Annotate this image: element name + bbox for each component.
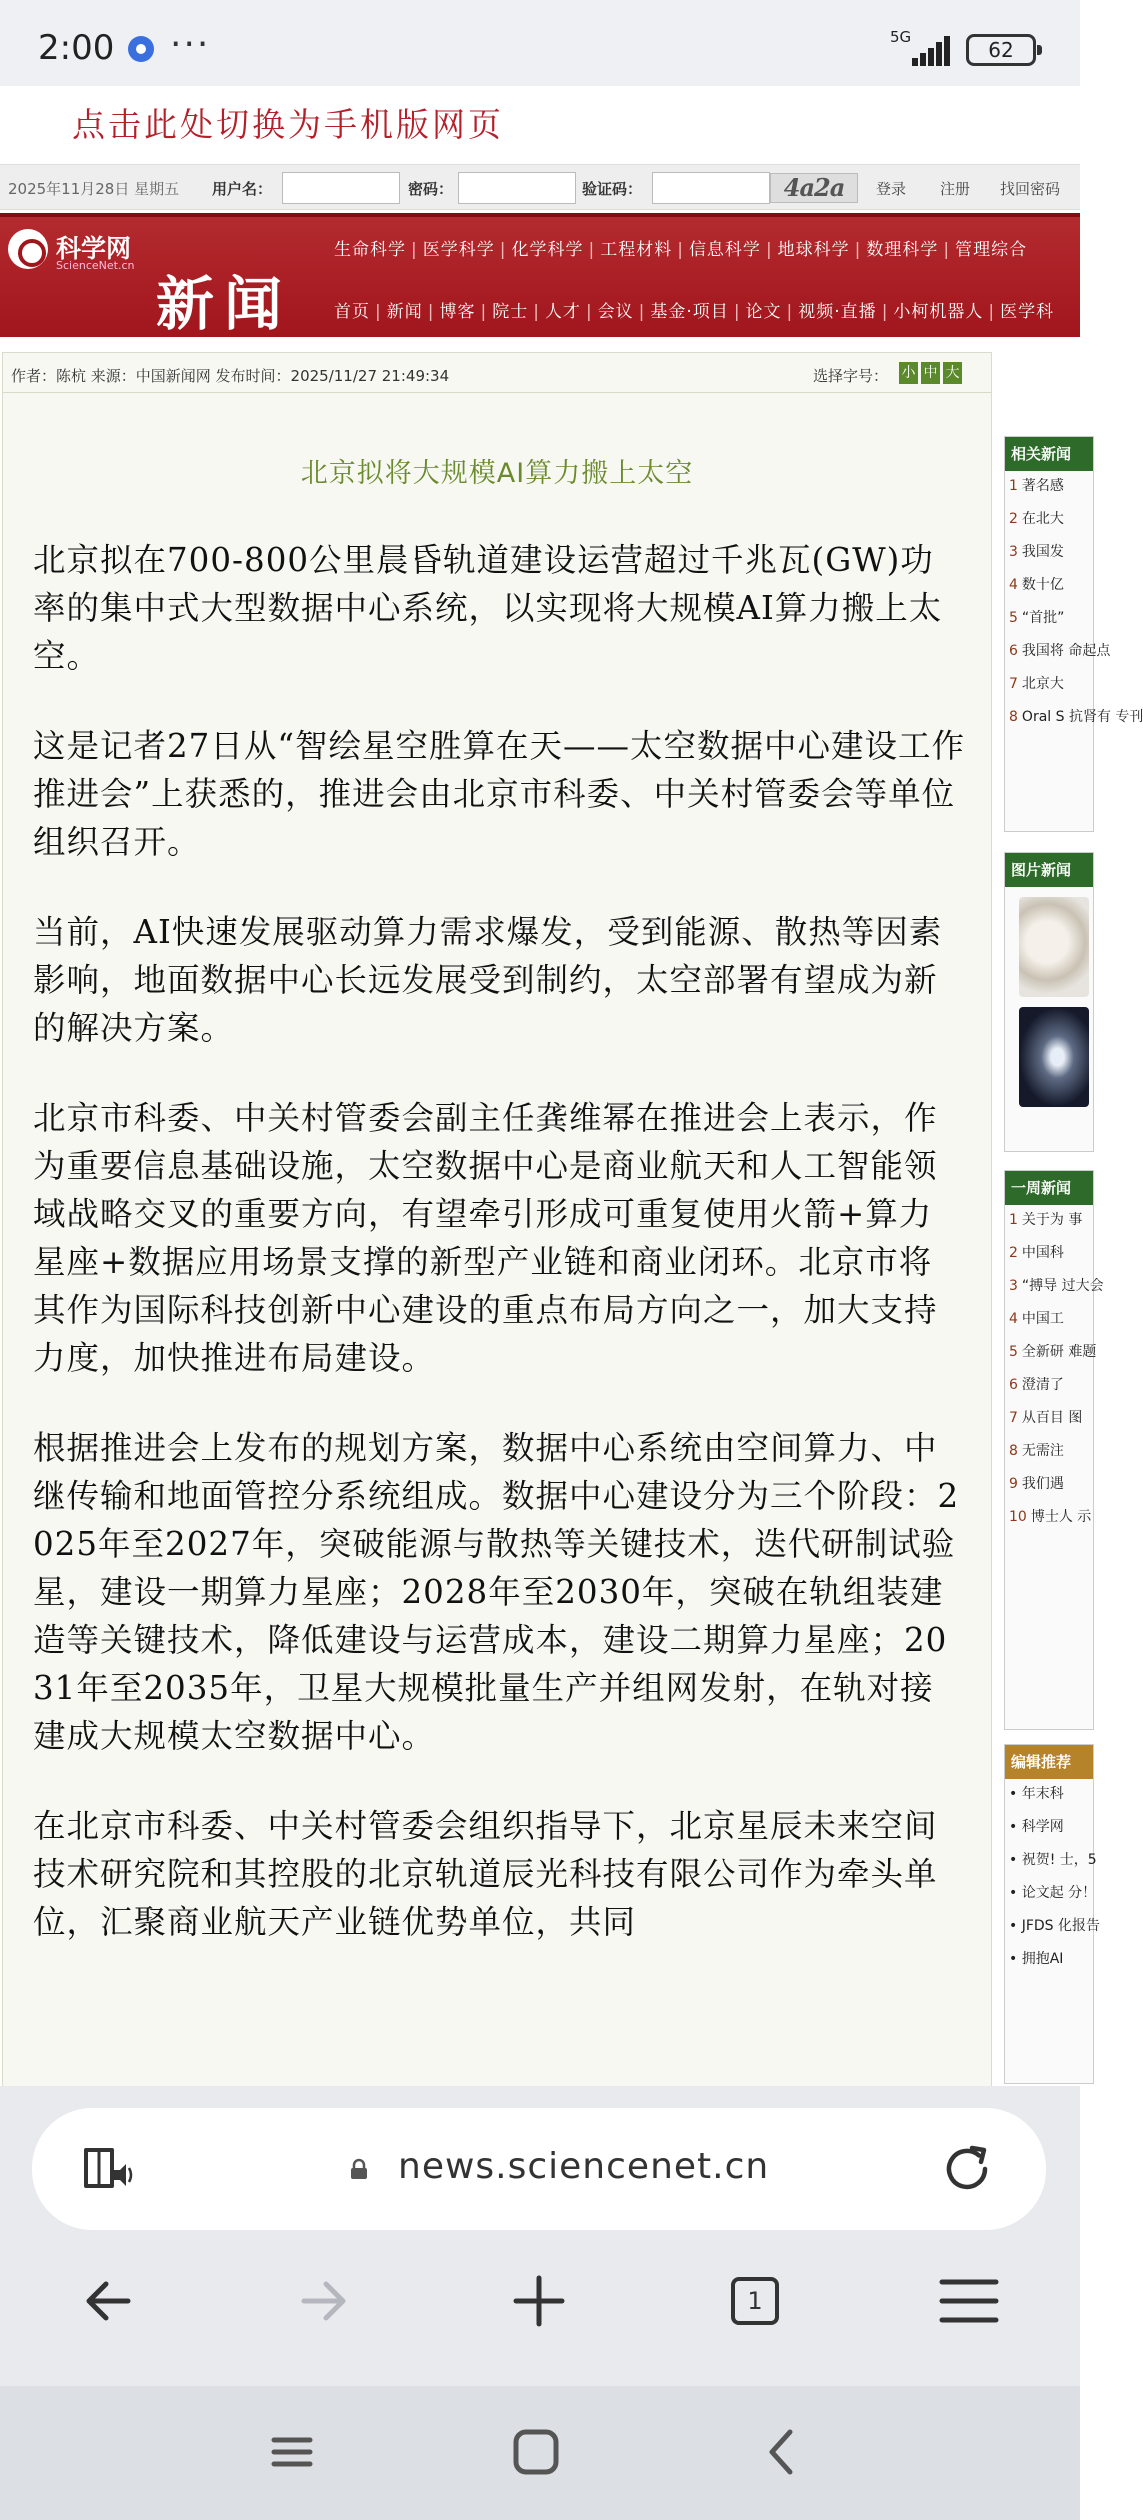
nav-funding[interactable]: 基金·项目 [650, 302, 729, 322]
font-size-large-button[interactable]: 大 [943, 362, 962, 384]
weekly-news-item[interactable] [1009, 1409, 1093, 1427]
nav-home[interactable]: 首页 [334, 302, 370, 322]
editor-pick-title[interactable]: JFDS 化报告 [1021, 1918, 1101, 1934]
weekly-news-number: 3 [1009, 1278, 1018, 1294]
tab-count: 1 [731, 2277, 779, 2325]
nav-earth-science[interactable]: 地球科学 [777, 240, 850, 260]
weekly-news-number: 7 [1009, 1410, 1018, 1426]
weekly-news-number: 4 [1009, 1311, 1018, 1327]
reader-mode-icon[interactable] [82, 2144, 134, 2192]
password-label: 密码： [408, 180, 454, 198]
font-size-medium-button[interactable]: 中 [921, 362, 940, 384]
address-bar[interactable] [32, 2108, 1046, 2230]
weekly-news-number: 5 [1009, 1344, 1018, 1360]
editor-pick-title[interactable]: 祝贺! 士，5 [1021, 1852, 1097, 1868]
related-news-number: 8 [1009, 709, 1018, 725]
editor-pick-box [1004, 1744, 1101, 2084]
reload-icon[interactable] [938, 2140, 996, 2198]
weekly-news-item[interactable] [1009, 1244, 1093, 1262]
captcha-label: 验证码： [582, 180, 643, 198]
related-news-box [1004, 436, 1143, 832]
font-size-label: 选择字号： [813, 367, 889, 385]
nav-management[interactable]: 管理综合 [955, 240, 1028, 260]
editor-pick-title[interactable]: 拥抱AI [1021, 1951, 1064, 1967]
password-input[interactable] [458, 172, 576, 204]
related-news-number: 7 [1009, 676, 1018, 692]
logo-name[interactable]: 科学网 [56, 234, 132, 263]
editor-pick-title[interactable]: 年末科 [1021, 1786, 1064, 1802]
weekly-news-number: 6 [1009, 1377, 1018, 1393]
forward-icon [278, 2256, 368, 2346]
nav-papers[interactable]: 论文 [745, 302, 782, 322]
login-bar [0, 164, 1080, 210]
logo-subtitle: ScienceNet.cn [56, 259, 135, 272]
related-news-title[interactable]: 我国发 [1021, 544, 1064, 560]
related-news-title[interactable]: 数十亿 [1021, 577, 1064, 593]
register-button[interactable]: 注册 [940, 180, 971, 198]
weekly-news-title[interactable]: 无需注 [1021, 1443, 1064, 1459]
related-news-number: 2 [1009, 511, 1018, 527]
tab-switcher-button[interactable] [710, 2256, 800, 2346]
section-title[interactable]: 新闻 [156, 270, 293, 338]
weekly-news-title[interactable]: 博士人 示 [1030, 1509, 1092, 1525]
right-sidebar [1000, 352, 1143, 2112]
weekly-news-title[interactable]: 澄清了 [1021, 1377, 1064, 1393]
nav-life-science[interactable]: 生命科学 [334, 240, 406, 260]
weekly-news-heading: 一周新闻 [1005, 1171, 1093, 1205]
sciencenet-logo-icon[interactable] [8, 229, 48, 269]
nav-talent[interactable]: 人才 [544, 302, 581, 322]
related-news-item[interactable] [1009, 642, 1111, 660]
nav-video[interactable]: 视频·直播 [798, 302, 877, 322]
weekly-news-box [1004, 1170, 1104, 1730]
weekly-news-item[interactable] [1009, 1343, 1097, 1361]
back-icon[interactable] [64, 2256, 154, 2346]
editor-pick-heading: 编辑推荐 [1005, 1745, 1093, 1779]
editor-pick-list [1005, 1779, 1101, 1968]
font-size-small-button[interactable]: 小 [899, 362, 918, 384]
weekly-news-title[interactable]: 中国科 [1021, 1245, 1064, 1261]
related-news-item[interactable] [1009, 510, 1093, 528]
category-nav: 生命科学 | 医学科学 | 化学科学 | 工程材料 | 信息科学 | 地球科学 | 数理科学 | 管理综合 [334, 240, 1028, 260]
article-panel [2, 352, 992, 2112]
editor-pick-item[interactable]: • 祝贺! 士，5 [1009, 1852, 1097, 1868]
weekly-news-number: 1 [1009, 1212, 1018, 1228]
related-news-item[interactable] [1009, 576, 1093, 594]
weekly-news-list [1005, 1205, 1104, 1526]
web-viewport[interactable] [0, 86, 1143, 2086]
weekly-news-item[interactable] [1009, 1211, 1093, 1229]
related-news-item[interactable] [1009, 543, 1093, 561]
username-input[interactable] [282, 172, 400, 204]
mobile-switch-banner[interactable] [0, 86, 1080, 164]
username-label: 用户名： [212, 180, 273, 198]
site-header [0, 213, 1080, 337]
weekly-news-title[interactable]: 全新研 难题 [1021, 1344, 1097, 1360]
related-news-item[interactable] [1009, 708, 1143, 726]
captcha-image[interactable]: 4a2a [770, 173, 858, 203]
retrieve-password-link[interactable]: 找回密码 [1000, 180, 1061, 198]
nav-math-physics[interactable]: 数理科学 [866, 240, 939, 260]
editor-pick-title[interactable]: 论文起 分！ [1021, 1885, 1097, 1901]
weekly-news-title[interactable]: 中国工 [1021, 1311, 1064, 1327]
signal-icon [890, 28, 950, 66]
app-notification-icon [128, 36, 154, 62]
url-text[interactable]: news.sciencenet.cn [398, 2146, 770, 2187]
main-nav: 首页 | 新闻 | 博客 | 院士 | 人才 | 会议 | 基金·项目 | 论文 | 视频·直播 | 小柯机器人 | 医学科 [334, 302, 1055, 322]
photo-news-heading: 图片新闻 [1005, 853, 1093, 887]
system-back-icon[interactable] [752, 2422, 812, 2482]
editor-pick-item[interactable]: • 科学网 [1009, 1819, 1064, 1835]
article-paragraph: 当前，AI快速发展驱动算力需求爆发，受到能源、散热等因素影响，地面数据中心长远发展受到制约，太空部署有望成为新的解决方案。 [33, 913, 943, 1047]
related-news-list [1005, 471, 1143, 726]
status-bar [0, 0, 1080, 86]
article-paragraph: 在北京市科委、中关村管委会组织指导下，北京星辰未来空间技术研究院和其控股的北京轨道辰光科技有限公司作为牵头单位，汇聚商业航天产业链优势单位，共同 [33, 1807, 938, 1941]
nav-robot[interactable]: 小柯机器人 [893, 302, 984, 322]
login-button[interactable]: 登录 [876, 180, 907, 198]
weekly-news-title[interactable]: 我们遇 [1021, 1476, 1064, 1492]
related-news-title[interactable]: “首批” [1021, 610, 1065, 626]
system-nav-bar [0, 2386, 1080, 2520]
article-body [3, 490, 991, 1946]
related-news-item[interactable] [1009, 609, 1093, 627]
recent-apps-icon[interactable] [262, 2422, 322, 2482]
article-meta [3, 353, 991, 393]
weekly-news-number: 10 [1009, 1509, 1027, 1525]
weekly-news-title[interactable]: 从百目 图 [1021, 1410, 1083, 1426]
weekly-news-title[interactable]: “搏导 过大会 [1021, 1278, 1104, 1294]
photo-news-image[interactable] [1019, 1007, 1089, 1107]
mobile-switch-link[interactable]: 点击此处切换为手机版网页 [72, 105, 504, 144]
related-news-heading: 相关新闻 [1005, 437, 1093, 471]
article-paragraph: 北京拟在700-800公里晨昏轨道建设运营超过千兆瓦(GW)功率的集中式大型数据中心系统，以实现将大规模AI算力搬上太空。 [33, 541, 943, 675]
editor-pick-item[interactable]: • 论文起 分！ [1009, 1885, 1097, 1901]
network-type: 5G [890, 28, 912, 46]
battery-icon: 62 [966, 34, 1036, 66]
photo-news-box [1004, 852, 1094, 1152]
nav-news[interactable]: 新闻 [386, 302, 423, 322]
related-news-number: 6 [1009, 643, 1018, 659]
weekly-news-item[interactable] [1009, 1475, 1093, 1493]
new-tab-icon[interactable] [494, 2256, 584, 2346]
photo-news-image[interactable] [1019, 897, 1089, 997]
weekly-news-title[interactable]: 关于为 事 [1021, 1212, 1083, 1228]
weekly-news-item[interactable] [1009, 1442, 1093, 1460]
status-time: 2:00 [38, 28, 115, 68]
weekly-news-item[interactable] [1009, 1310, 1093, 1328]
more-notifications-icon: ··· [170, 24, 211, 65]
editor-pick-title[interactable]: 科学网 [1021, 1819, 1064, 1835]
nav-medical-science[interactable]: 医学科学 [422, 240, 495, 260]
nav-information[interactable]: 信息科学 [688, 240, 761, 260]
related-news-number: 3 [1009, 544, 1018, 560]
browser-toolbar [0, 2086, 1080, 2386]
current-date: 2025年11月28日 星期五 [8, 180, 180, 198]
related-news-title[interactable]: 北京大 [1021, 676, 1064, 692]
nav-academician[interactable]: 院士 [492, 302, 529, 322]
article-paragraph: 这是记者27日从“智绘星空胜算在天——太空数据中心建设工作推进会”上获悉的，推进会由北京市科委、中关村管委会等单位组织召开。 [33, 727, 965, 861]
related-news-number: 4 [1009, 577, 1018, 593]
nav-conference[interactable]: 会议 [597, 302, 634, 322]
weekly-news-number: 8 [1009, 1443, 1018, 1459]
related-news-item[interactable] [1009, 675, 1093, 693]
lock-icon [348, 2158, 370, 2180]
related-news-title[interactable]: 在北大 [1021, 511, 1064, 527]
editor-pick-item[interactable]: • 年末科 [1009, 1786, 1064, 1802]
captcha-input[interactable] [652, 172, 770, 204]
article-paragraph: 北京市科委、中关村管委会副主任龚维幂在推进会上表示，作为重要信息基础设施，太空数据中心是商业航天和人工智能领域战略交叉的重要方向，有望牵引形成可重复使用火箭+算力星座+数据应用场景支撑的新型产业链和商业闭环。北京市将其作为国际科技创新中心建设的重点布局方向之一，加大支持力度，加快推进布局建设。 [33, 1099, 938, 1377]
article-paragraph: 根据推进会上发布的规划方案，数据中心系统由空间算力、中继传输和地面管控分系统组成。数据中心建设分为三个阶段：2025年至2027年，突破能源与散热等关键技术，迭代研制试验星，建设一期算力星座；2028年至2030年，突破在轨组装建造等关键技术，降低建设与运营成本，建设二期算力星座；2031年至2035年，卫星大规模批量生产并组网发射，在轨对接建成大规模太空数据中心。 [33, 1429, 960, 1755]
weekly-news-number: 9 [1009, 1476, 1018, 1492]
weekly-news-item[interactable] [1009, 1376, 1093, 1394]
related-news-number: 1 [1009, 478, 1018, 494]
related-news-title[interactable]: 我国将 命起点 [1021, 643, 1111, 659]
related-news-title[interactable]: 著名感 [1021, 478, 1064, 494]
related-news-number: 5 [1009, 610, 1018, 626]
nav-engineering[interactable]: 工程材料 [600, 240, 673, 260]
article-title: 北京拟将大规模AI算力搬上太空 [300, 458, 694, 489]
editor-pick-item[interactable]: • JFDS 化报告 [1009, 1918, 1101, 1934]
article-byline: 作者：陈杭 来源：中国新闻网 发布时间：2025/11/27 21:49:34 [11, 367, 450, 385]
related-news-item[interactable] [1009, 477, 1093, 495]
menu-icon[interactable] [924, 2256, 1014, 2346]
weekly-news-item[interactable] [1009, 1277, 1104, 1295]
weekly-news-item[interactable] [1009, 1508, 1093, 1526]
nav-blog[interactable]: 博客 [439, 302, 476, 322]
related-news-title[interactable]: Oral S 抗肾有 专刊 [1021, 709, 1143, 725]
home-icon[interactable] [506, 2422, 566, 2482]
nav-medical[interactable]: 医学科 [1000, 302, 1055, 322]
editor-pick-item[interactable]: • 拥抱AI [1009, 1951, 1064, 1967]
nav-chemistry[interactable]: 化学科学 [511, 240, 584, 260]
weekly-news-number: 2 [1009, 1245, 1018, 1261]
